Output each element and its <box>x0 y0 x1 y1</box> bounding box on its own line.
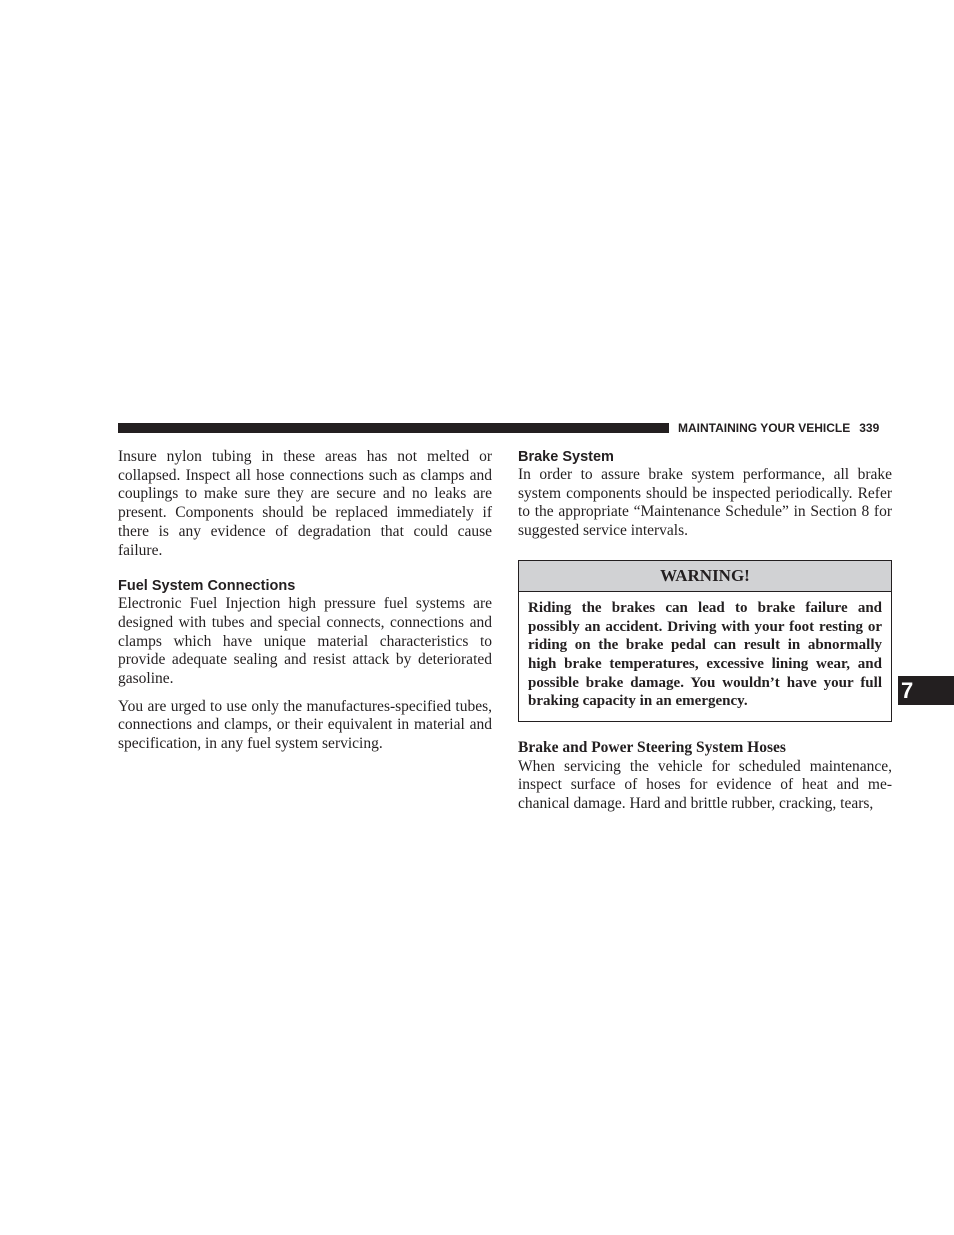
intro-paragraph: Insure nylon tubing in these areas has not melted or collapsed. Inspect all hose connections such as clamps and couplings to make sure they are secure and no leaks are present. Components should be replaced immediately if there is any evidence of degradation that could cause failure. <box>118 448 492 559</box>
fuel-paragraph-2: You are urged to use only the manufactures-specified tubes, connections and clamps, or their equivalent in material and specification, in any fuel system servicing. <box>118 697 492 753</box>
hoses-paragraph: When servicing the vehicle for scheduled maintenance, inspect surface of hoses for evidence of heat and mechanical damage. Hard and brittle rubber, cracking, tears, <box>518 757 892 813</box>
left-column <box>118 448 492 754</box>
right-column <box>518 448 892 814</box>
fuel-paragraph-1: Electronic Fuel Injection high pressure fuel systems are designed with tubes and special connects, connections and clamps which have unique material characteristics to provide adequate sealing and resist attack by deteriorated gasoline. <box>118 595 492 688</box>
hoses-heading: Brake and Power Steering System Hoses <box>518 739 786 757</box>
brake-paragraph: In order to assure brake system performance, all brake system components should be inspected periodically. Refer to the appropriate “Maintenance Schedule” in Section 8 for suggested service intervals. <box>518 466 892 540</box>
section-title: MAINTAINING YOUR VEHICLE <box>678 421 851 435</box>
header-rule <box>118 423 669 433</box>
fuel-system-heading: Fuel System Connections <box>118 578 296 595</box>
brake-system-heading: Brake System <box>518 449 614 465</box>
warning-box <box>518 560 892 722</box>
running-header <box>678 420 892 436</box>
warning-title: WARNING! <box>519 561 891 592</box>
warning-text: Riding the brakes can lead to brake failure and possibly an accident. Driving with your foot resting or riding on the brake pedal can result in abnormally high brake temperatures, excessive lining wear, and possible brake damage. You wouldn’t have your full braking capacity in an emergency. <box>528 599 882 710</box>
chapter-tab: 7 <box>898 676 954 705</box>
page-number: 339 <box>859 421 880 435</box>
